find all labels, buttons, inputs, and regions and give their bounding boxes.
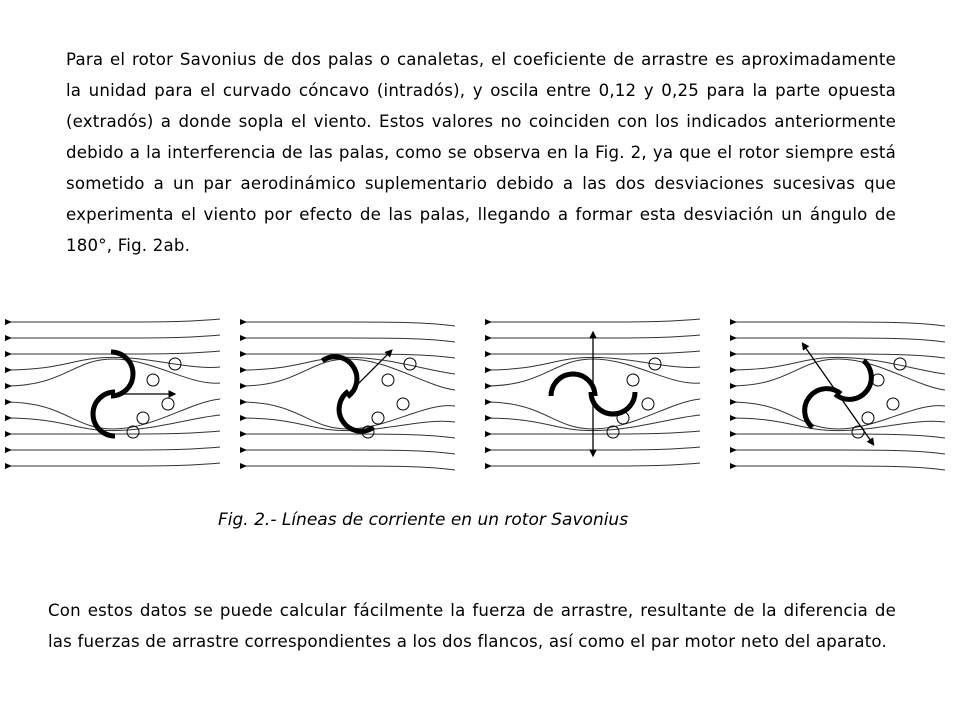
flow-panel xyxy=(730,319,945,470)
streamline xyxy=(240,338,455,342)
wake-eddy xyxy=(382,374,394,386)
streamline xyxy=(485,463,700,466)
flow-arrowhead xyxy=(485,383,492,389)
flow-arrowhead xyxy=(485,335,492,341)
flow-arrowhead xyxy=(5,351,12,357)
flow-arrowhead xyxy=(240,415,247,421)
flow-arrowhead xyxy=(485,431,492,437)
flow-arrowhead xyxy=(730,431,737,437)
flow-arrowhead xyxy=(485,447,492,453)
wake-eddy xyxy=(162,398,174,410)
body-paragraph-2: Con estos datos se puede calcular fácilmente la fuerza de arrastre, resultante de la diferencia de las fuerzas de arrastre correspondientes a los dos flancos, así como el par motor neto del aparato. xyxy=(48,601,896,651)
rotor-blade-upper xyxy=(551,374,595,396)
figure-caption: Fig. 2.- Líneas de corriente en un rotor Savonius xyxy=(218,510,629,530)
flow-arrowhead xyxy=(240,335,247,341)
streamline xyxy=(730,322,945,326)
streamline xyxy=(240,434,455,438)
flow-arrowhead xyxy=(485,319,492,325)
wake-eddy xyxy=(887,398,899,410)
flow-arrowhead xyxy=(5,399,12,405)
flow-arrowhead xyxy=(5,431,12,437)
streamline xyxy=(240,466,455,470)
flow-arrowhead xyxy=(485,415,492,421)
flow-arrowhead xyxy=(730,367,737,373)
flow-arrowhead xyxy=(485,351,492,357)
flow-arrowhead xyxy=(730,447,737,453)
streamline xyxy=(240,450,455,454)
wake-eddy xyxy=(397,398,409,410)
flow-arrowhead xyxy=(5,447,12,453)
body-paragraph-1: Para el rotor Savonius de dos palas o canaletas, el coeficiente de arrastre es aproximadamente la unidad para el curvado cóncavo (intradós), y oscila entre 0,12 y 0,25 para la parte opuesta (extradós) a donde sopla el viento. Estos valores no coinciden con los indicados anteriormente debido a la interferencia de las palas, como se observa en la Fig. 2, ya que el rotor siempre está sometido a un par aerodinámico suplementario debido a las dos desviaciones sucesivas que experimenta el viento por efecto de las palas, llegando a formar esta desviación un ángulo de 180°, Fig. 2ab. xyxy=(66,50,896,255)
savonius-streamlines-figure xyxy=(0,308,960,483)
streamline xyxy=(5,463,220,466)
rotor-blade-upper xyxy=(322,348,365,397)
flow-arrowhead xyxy=(240,367,247,373)
flow-arrowhead xyxy=(240,383,247,389)
flow-arrowhead xyxy=(730,319,737,325)
force-arrow xyxy=(802,343,838,394)
flow-arrowhead xyxy=(240,463,247,469)
wake-eddy xyxy=(862,412,874,424)
flow-arrowhead xyxy=(730,383,737,389)
streamline xyxy=(730,434,945,438)
rotor-blade-lower xyxy=(330,391,373,440)
flow-arrowhead xyxy=(730,463,737,469)
flow-arrowhead xyxy=(5,367,12,373)
flow-arrowhead xyxy=(485,463,492,469)
flow-arrowhead xyxy=(5,383,12,389)
flow-arrowhead xyxy=(5,415,12,421)
flow-arrowhead xyxy=(240,447,247,453)
wake-eddy xyxy=(127,426,139,438)
streamline xyxy=(5,399,220,429)
flow-arrowhead xyxy=(730,399,737,405)
streamline xyxy=(730,338,945,342)
flow-arrowhead xyxy=(730,415,737,421)
streamline xyxy=(5,447,220,450)
wake-eddy xyxy=(137,412,149,424)
streamline xyxy=(5,359,220,386)
wake-eddy xyxy=(642,398,654,410)
flow-panel xyxy=(240,319,455,470)
wake-eddy xyxy=(872,374,884,386)
streamline xyxy=(730,359,945,390)
wake-eddy xyxy=(147,374,159,386)
flow-arrowhead xyxy=(5,319,12,325)
flow-arrowhead xyxy=(5,335,12,341)
flow-panel xyxy=(485,319,700,469)
streamline xyxy=(240,322,455,326)
flow-arrowhead xyxy=(240,431,247,437)
streamline xyxy=(485,319,700,322)
flow-arrowhead xyxy=(240,399,247,405)
flow-arrowhead xyxy=(485,367,492,373)
streamline xyxy=(5,335,220,338)
streamline xyxy=(730,357,945,374)
streamline xyxy=(730,466,945,470)
streamline xyxy=(5,415,220,431)
flow-arrowhead xyxy=(5,463,12,469)
flow-arrowhead xyxy=(240,319,247,325)
streamline xyxy=(5,319,220,322)
wake-eddy xyxy=(372,412,384,424)
flow-panel xyxy=(5,319,220,469)
wake-eddy xyxy=(607,426,619,438)
wake-eddy xyxy=(627,374,639,386)
flow-arrowhead xyxy=(485,399,492,405)
flow-arrowhead xyxy=(730,335,737,341)
rotor-blade-lower xyxy=(591,392,635,414)
streamline xyxy=(730,450,945,454)
flow-arrowhead xyxy=(240,351,247,357)
streamline xyxy=(730,402,945,429)
flow-arrowhead xyxy=(730,351,737,357)
